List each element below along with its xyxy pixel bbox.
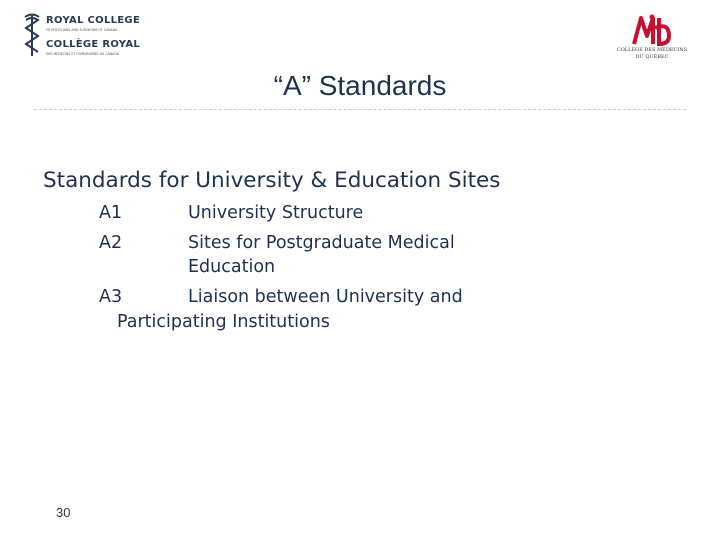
title-divider <box>34 109 686 110</box>
college-royal-subtitle: DES MÉDECINS ET CHIRURGIENS DU CANADA <box>46 52 119 56</box>
slide-title: “A” Standards <box>273 70 447 101</box>
college-royal-name: COLLÈGE ROYAL <box>46 39 141 50</box>
standard-a1-text: University Structure <box>188 203 364 223</box>
cmq-name-line2: DU QUÉBEC <box>635 54 669 60</box>
standard-a3-text-line2: Participating Institutions <box>117 312 330 332</box>
standard-a2-code: A2 <box>99 233 123 253</box>
standard-a3-text-line1: Liaison between University and <box>188 287 463 307</box>
cmq-emblem-icon <box>631 14 673 46</box>
page-number: 30 <box>56 505 71 520</box>
royal-college-subtitle: OF PHYSICIANS AND SURGEONS OF CANADA <box>46 28 118 32</box>
standard-a1-code: A1 <box>99 203 123 223</box>
royal-college-name: ROYAL COLLEGE <box>46 15 141 26</box>
standard-a2-text-line1: Sites for Postgraduate Medical <box>188 233 455 253</box>
cmq-name-line1: COLLÈGE DES MÉDECINS <box>616 47 688 53</box>
caduceus-icon <box>22 12 42 58</box>
standard-a3-code: A3 <box>99 287 123 307</box>
slide-subtitle: Standards for University & Education Sites <box>43 168 501 193</box>
royal-college-logo <box>22 12 172 60</box>
standard-a2-text-line2: Education <box>188 257 276 277</box>
cmq-logo <box>612 14 692 64</box>
